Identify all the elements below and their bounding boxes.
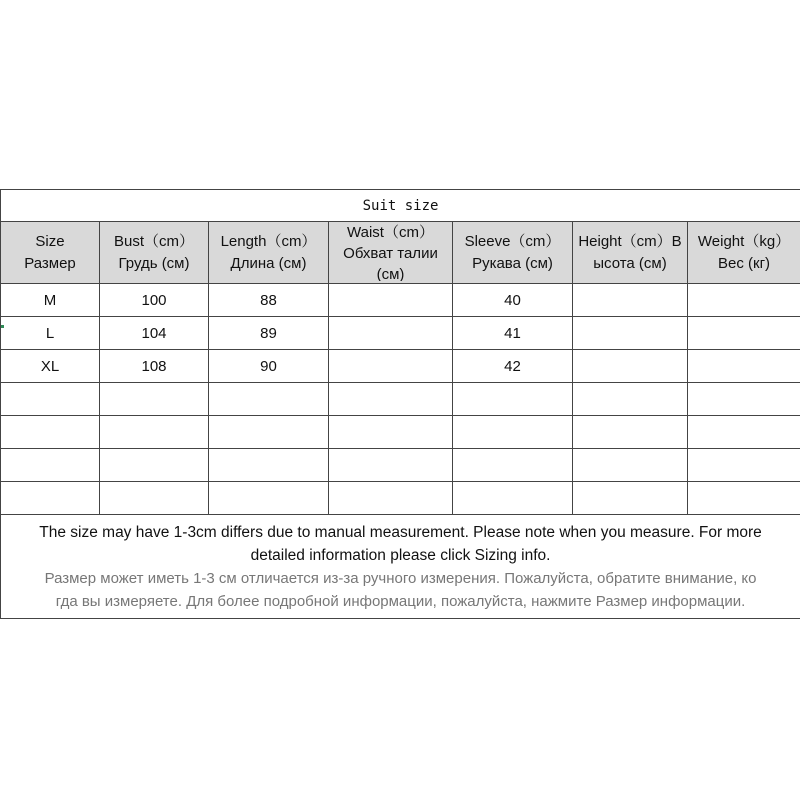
cell-weight [688, 284, 800, 317]
table-row [1, 317, 800, 350]
table-row [1, 383, 800, 416]
cell-empty [453, 416, 573, 449]
header-row [1, 222, 800, 284]
corner-mark [1, 325, 4, 328]
table-title: Suit size [1, 190, 800, 222]
cell-sleeve: 41 [453, 317, 573, 350]
header-weight: Weight（kg） Вес (кг) [688, 222, 800, 284]
cell-bust: 108 [100, 350, 209, 383]
cell-bust: 100 [100, 284, 209, 317]
cell-empty [209, 383, 329, 416]
cell-waist [329, 350, 453, 383]
note-en-line: detailed information please click Sizing info. [250, 546, 551, 564]
table-row [1, 350, 800, 383]
cell-empty [573, 482, 688, 515]
size-chart [0, 189, 800, 619]
cell-empty [453, 449, 573, 482]
header-height: Height（cm）В ысота (см) [573, 222, 688, 284]
cell-empty [1, 482, 100, 515]
cell-empty [1, 449, 100, 482]
table-row [1, 449, 800, 482]
cell-empty [453, 383, 573, 416]
note-ru-line: Размер может иметь 1-3 см отличается из-за ручного измерения. Пожалуйста, обратите внимание, ко [44, 569, 757, 587]
cell-empty [100, 482, 209, 515]
header-bust: Bust（cm） Грудь (см) [100, 222, 209, 284]
header-waist: Waist（cm） Обхват талии (см) [329, 222, 453, 284]
cell-empty [329, 416, 453, 449]
cell-empty [688, 383, 800, 416]
cell-empty [573, 383, 688, 416]
cell-waist [329, 317, 453, 350]
cell-empty [329, 482, 453, 515]
table-row [1, 482, 800, 515]
cell-sleeve: 42 [453, 350, 573, 383]
cell-waist [329, 284, 453, 317]
cell-height [573, 350, 688, 383]
cell-empty [453, 482, 573, 515]
header-sleeve: Sleeve（cm） Рукава (см) [453, 222, 573, 284]
cell-empty [688, 416, 800, 449]
cell-empty [1, 383, 100, 416]
cell-empty [209, 416, 329, 449]
cell-length: 90 [209, 350, 329, 383]
cell-empty [100, 416, 209, 449]
cell-empty [329, 383, 453, 416]
cell-length: 88 [209, 284, 329, 317]
cell-size: M [1, 284, 100, 317]
table-row [1, 416, 800, 449]
table-row [1, 284, 800, 317]
cell-weight [688, 350, 800, 383]
cell-empty [688, 449, 800, 482]
cell-empty [1, 416, 100, 449]
cell-empty [100, 383, 209, 416]
cell-size: XL [1, 350, 100, 383]
cell-empty [209, 449, 329, 482]
cell-empty [573, 416, 688, 449]
cell-length: 89 [209, 317, 329, 350]
cell-empty [209, 482, 329, 515]
cell-empty [688, 482, 800, 515]
cell-height [573, 284, 688, 317]
cell-empty [329, 449, 453, 482]
header-size: Size Размер [1, 222, 100, 284]
cell-bust: 104 [100, 317, 209, 350]
cell-height [573, 317, 688, 350]
measurement-note [1, 515, 800, 619]
note-ru-line: гда вы измеряете. Для более подробной информации, пожалуйста, нажмите Размер информации. [55, 592, 746, 610]
header-length: Length（cm） Длина (см) [209, 222, 329, 284]
cell-empty [100, 449, 209, 482]
cell-weight [688, 317, 800, 350]
cell-empty [573, 449, 688, 482]
cell-sleeve: 40 [453, 284, 573, 317]
size-table [0, 189, 800, 619]
note-en-line: The size may have 1-3cm differs due to manual measurement. Please note when you measure. For more [39, 523, 762, 541]
cell-size: L [1, 317, 100, 350]
